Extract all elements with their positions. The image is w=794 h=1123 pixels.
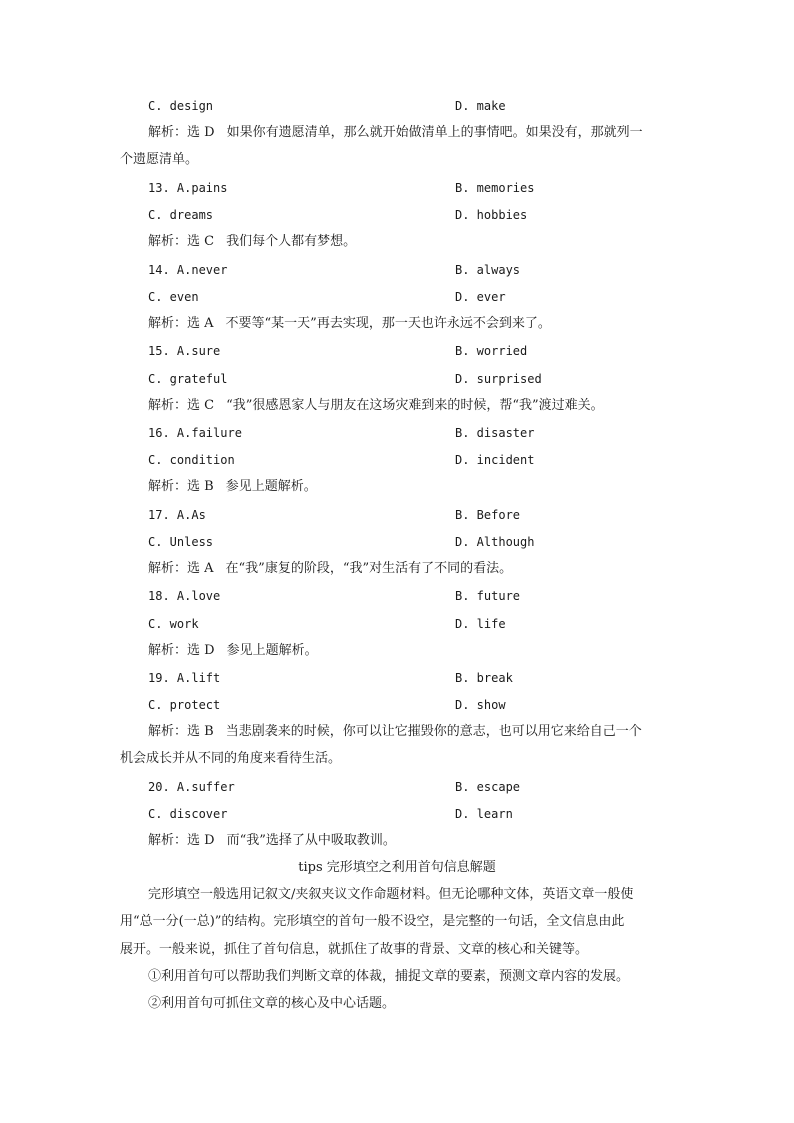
q19-explanation-cont: 机会成长并从不同的角度来看待生活。 xyxy=(120,751,342,766)
q17-options-cd xyxy=(148,532,688,552)
q14-option-c: C. even xyxy=(148,290,199,304)
q12-explanation xyxy=(148,123,688,143)
q18-explanation-text: 参见上题解析。 xyxy=(226,643,318,658)
q19-option-a: 19. A.lift xyxy=(148,671,221,685)
q17-option-b: B. Before xyxy=(455,508,521,522)
q17-answer: 解析：选 A xyxy=(148,561,214,576)
q16-option-b: B. disaster xyxy=(455,426,535,440)
q16-option-a: 16. A.failure xyxy=(148,426,242,440)
q17-explanation-text: 在“我”康复的阶段，“我”对生活有了不同的看法。 xyxy=(225,561,513,576)
q13-explanation-text: 我们每个人都有梦想。 xyxy=(226,234,357,249)
q18-option-b: B. future xyxy=(455,589,521,603)
q17-option-a: 17. A.As xyxy=(148,508,206,522)
tips-point-2: ②利用首句可抓住文章的核心及中心话题。 xyxy=(148,996,396,1011)
q15-option-a: 15. A.sure xyxy=(148,344,221,358)
q19-option-d: D. show xyxy=(455,698,506,712)
q18-option-d: D. life xyxy=(455,617,506,631)
q20-options-cd xyxy=(148,804,688,824)
q19-option-c: C. protect xyxy=(148,698,221,712)
q16-explanation-text: 参见上题解析。 xyxy=(225,479,317,494)
q12-answer: 解析：选 D xyxy=(148,125,215,140)
q15-explanation-text: “我”很感恩家人与朋友在这场灾难到来的时候，帮“我”渡过难关。 xyxy=(226,398,604,413)
q15-option-d: D. surprised xyxy=(455,372,542,386)
q18-options-cd xyxy=(148,614,688,634)
q15-option-c: C. grateful xyxy=(148,372,228,386)
q18-option-a: 18. A.love xyxy=(148,589,221,603)
q16-answer: 解析：选 B xyxy=(148,479,214,494)
q16-explanation xyxy=(148,477,688,497)
q14-option-a: 14. A.never xyxy=(148,263,228,277)
q19-options-cd xyxy=(148,695,688,715)
q12-option-c: C. design xyxy=(148,99,214,113)
q17-explanation xyxy=(148,559,688,579)
q14-answer: 解析：选 A xyxy=(148,316,214,331)
q14-option-b: B. always xyxy=(455,263,521,277)
q12-explanation-text: 如果你有遗愿清单，那么就开始做清单上的事情吧。如果没有，那就列一 xyxy=(226,125,643,140)
q20-option-a: 20. A.suffer xyxy=(148,780,235,794)
q20-option-c: C. discover xyxy=(148,807,228,821)
q18-explanation xyxy=(148,641,688,661)
q14-explanation xyxy=(148,314,688,334)
q15-explanation xyxy=(148,396,688,416)
tips-para-line2: 用“总一分(一总)”的结构。完形填空的首句一般不设空，是完整的一句话，全文信息由此 xyxy=(120,914,625,929)
q19-options-ab xyxy=(148,668,688,688)
q15-options-ab xyxy=(148,341,688,361)
q12-explanation-cont: 个遗愿清单。 xyxy=(120,152,199,167)
q19-explanation xyxy=(148,722,688,742)
q13-option-b: B. memories xyxy=(455,181,535,195)
q20-explanation xyxy=(148,831,688,851)
q15-options-cd xyxy=(148,369,688,389)
q12-option-d: D. make xyxy=(455,99,506,113)
q13-options-ab xyxy=(148,178,688,198)
q20-options-ab xyxy=(148,777,688,797)
q19-option-b: B. break xyxy=(455,671,513,685)
q17-options-ab xyxy=(148,505,688,525)
q16-options-cd xyxy=(148,450,688,470)
q13-option-d: D. hobbies xyxy=(455,208,528,222)
q12-options-cd xyxy=(148,96,688,116)
q17-option-c: C. Unless xyxy=(148,535,214,549)
q18-answer: 解析：选 D xyxy=(148,643,215,658)
q14-options-cd xyxy=(148,287,688,307)
q14-options-ab xyxy=(148,260,688,280)
q16-option-d: D. incident xyxy=(455,453,535,467)
q13-option-a: 13. A.pains xyxy=(148,181,228,195)
q14-explanation-text: 不要等“某一天”再去实现，那一天也许永远不会到来了。 xyxy=(225,316,551,331)
tips-title: tips 完形填空之利用首句信息解题 xyxy=(298,860,496,875)
q20-option-b: B. escape xyxy=(455,780,521,794)
q16-option-c: C. condition xyxy=(148,453,235,467)
q20-answer: 解析：选 D xyxy=(148,833,215,848)
q18-options-ab xyxy=(148,586,688,606)
q13-explanation xyxy=(148,232,688,252)
q20-option-d: D. learn xyxy=(455,807,513,821)
q19-answer: 解析：选 B xyxy=(148,724,214,739)
tips-point-1: ①利用首句可以帮助我们判断文章的体裁，捕捉文章的要素，预测文章内容的发展。 xyxy=(148,969,630,984)
q16-options-ab xyxy=(148,423,688,443)
q17-option-d: D. Although xyxy=(455,535,535,549)
q13-answer: 解析：选 C xyxy=(148,234,215,249)
tips-para-line3: 展开。一般来说，抓住了首句信息，就抓住了故事的背景、文章的核心和关键等。 xyxy=(120,942,589,957)
tips-para-line1: 完形填空一般选用记叙文/夹叙夹议文作命题材料。但无论哪种文体，英语文章一般使 xyxy=(148,887,634,902)
q19-explanation-text: 当悲剧袭来的时候，你可以让它摧毁你的意志，也可以用它来给自己一个 xyxy=(225,724,642,739)
q18-option-c: C. work xyxy=(148,617,199,631)
q13-option-c: C. dreams xyxy=(148,208,214,222)
q15-option-b: B. worried xyxy=(455,344,528,358)
q15-answer: 解析：选 C xyxy=(148,398,215,413)
q20-explanation-text: 而“我”选择了从中吸取教训。 xyxy=(226,833,396,848)
q13-options-cd xyxy=(148,205,688,225)
q14-option-d: D. ever xyxy=(455,290,506,304)
